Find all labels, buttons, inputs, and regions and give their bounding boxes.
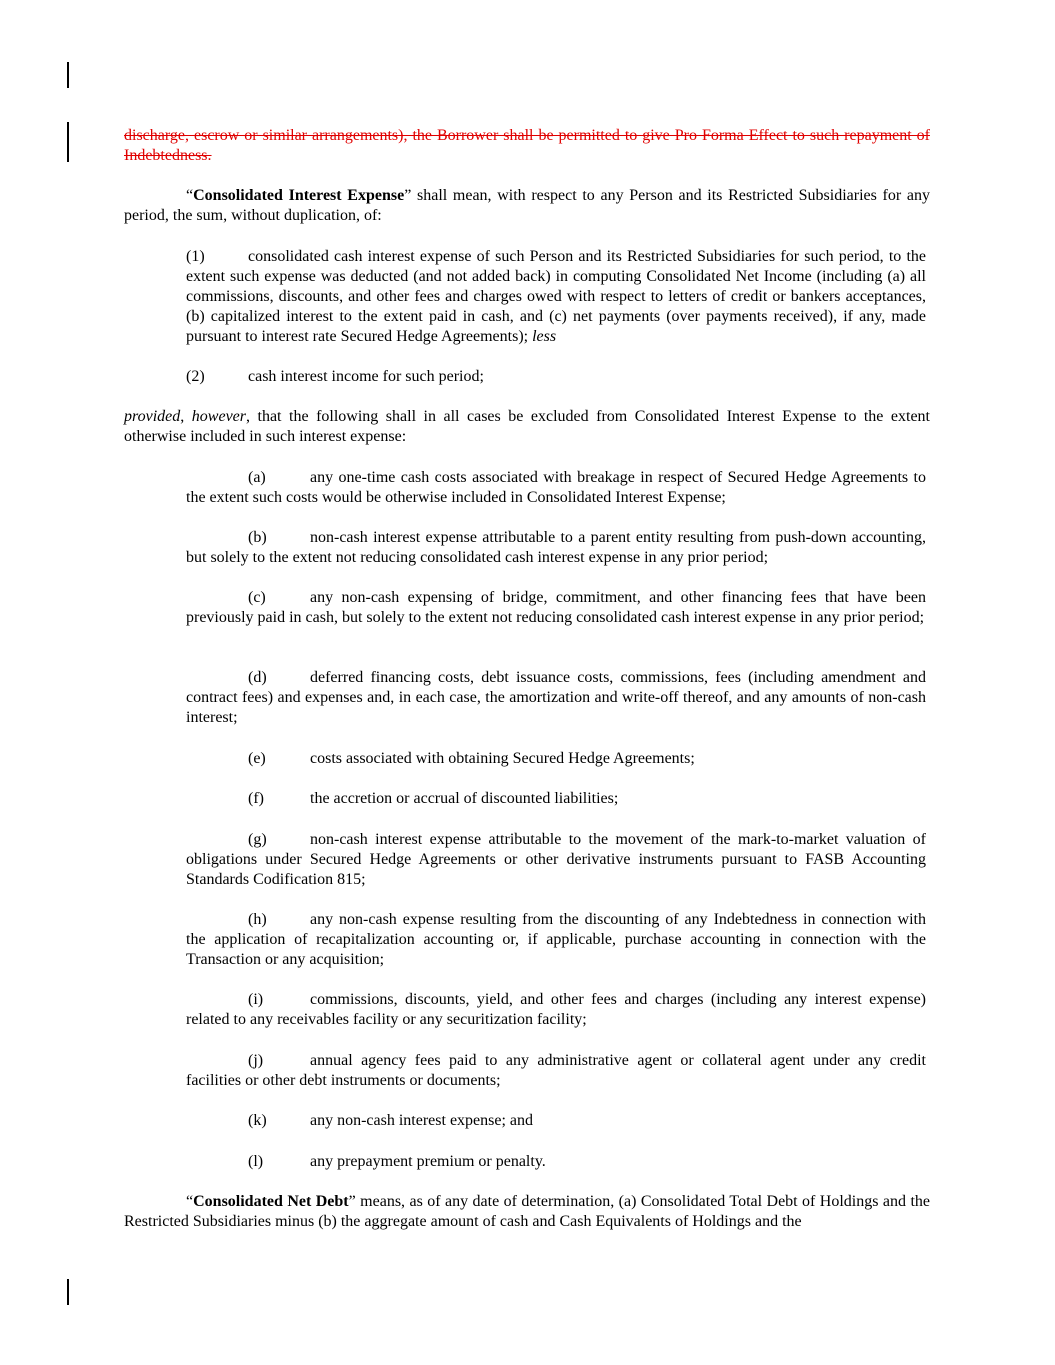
item-b: (b) non-cash interest expense attributable to a parent entity resulting from push-down accounting, but solely to the extent not reducing consolidated cash interest expense in any prior period; bbox=[186, 529, 926, 566]
item-l: (l) any prepayment premium or penalty. bbox=[248, 1153, 546, 1170]
item-d: (d) deferred financing costs, debt issuance costs, commissions, fees (including amendment and contract fees) and expenses and, in each case, the amortization and write-off thereof, and any amounts of non-cash interest; bbox=[186, 669, 926, 726]
item-g: (g) non-cash interest expense attributable to the movement of the mark-to-market valuation of obligations under Secured Hedge Agreements or other derivative instruments pursuant to FASB Accounting Standards Codification 815; bbox=[186, 831, 926, 888]
item-j: (j) annual agency fees paid to any administrative agent or collateral agent under any credit facilities or other debt instruments or documents; bbox=[186, 1052, 926, 1089]
deleted-paragraph: discharge, escrow or similar arrangements), the Borrower shall be permitted to give Pro Forma Effect to such repayment of Indebtedness. bbox=[124, 127, 930, 164]
item-e: (e) costs associated with obtaining Secured Hedge Agreements; bbox=[248, 750, 695, 767]
clause-number: (1) bbox=[186, 248, 205, 265]
change-bar bbox=[67, 62, 69, 88]
item-a: (a) any one-time cash costs associated with breakage in respect of Secured Hedge Agreements to the extent such costs would be otherwise included in Consolidated Interest Expense; bbox=[186, 469, 926, 506]
defined-term: Consolidated Net Debt bbox=[193, 1193, 349, 1210]
change-bar bbox=[67, 122, 69, 162]
definition-consolidated-interest-expense: “Consolidated Interest Expense” shall mean, with respect to any Person and its Restricted Subsidiaries for any period, the sum, without duplication, of: bbox=[124, 187, 930, 224]
item-i: (i) commissions, discounts, yield, and other fees and charges (including any interest expense) related to any receivables facility or any securitization facility; bbox=[186, 991, 926, 1028]
proviso-paragraph: provided, however, that the following shall in all cases be excluded from Consolidated Interest Expense to the extent otherwise included in such interest expense: bbox=[124, 408, 931, 445]
clause-2: (2) cash interest income for such period; bbox=[186, 368, 484, 385]
clause-1: (1) consolidated cash interest expense of such Person and its Restricted Subsidiaries for such period, to the extent such expense was deducted (and not added back) in computing Consolidated Net Income (including (a) all commissions, discounts, and other fees and charges owed with respect to letters of credit or bankers acceptances, (b) capitalized interest to the extent paid in cash, and (c) net payments (over payments received), if any, made pursuant to interest rate Secured Hedge Agreements); less bbox=[186, 248, 926, 345]
item-k: (k) any non-cash interest expense; and bbox=[248, 1112, 534, 1129]
definition-consolidated-net-debt: “Consolidated Net Debt” means, as of any date of determination, (a) Consolidated Total Debt of Holdings and the Restricted Subsidiaries minus (b) the aggregate amount of cash and Cash Equivalents of Holdings and the bbox=[124, 1193, 930, 1230]
item-f: (f) the accretion or accrual of discounted liabilities; bbox=[248, 790, 619, 807]
change-bar bbox=[67, 1279, 69, 1305]
defined-term: Consolidated Interest Expense bbox=[193, 187, 405, 204]
item-h: (h) any non-cash expense resulting from the discounting of any Indebtedness in connection with the application of recapitalization accounting or, if applicable, purchase accounting in connection with the Transaction or any acquisition; bbox=[186, 911, 926, 968]
clause-number: (2) bbox=[186, 368, 205, 385]
item-c: (c) any non-cash expensing of bridge, commitment, and other financing fees that have been previously paid in cash, but solely to the extent not reducing consolidated cash interest expense in any prior period; bbox=[186, 589, 926, 626]
